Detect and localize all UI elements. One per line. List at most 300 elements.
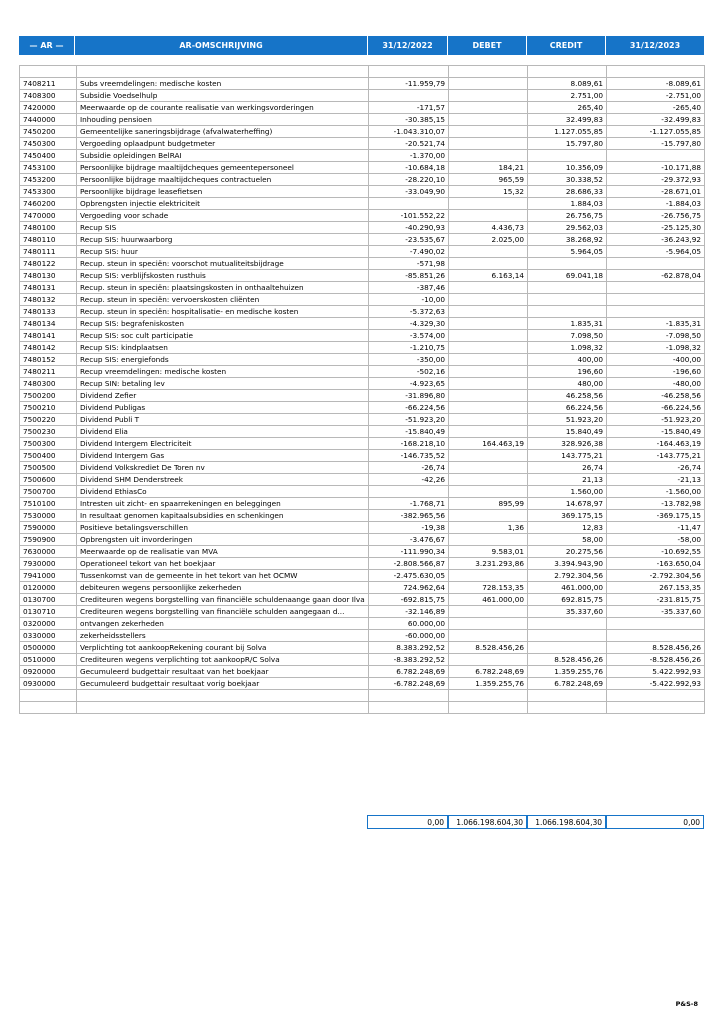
value-2022-cell: -10,00: [369, 293, 449, 305]
table-row: [20, 689, 705, 701]
value-2022-cell: -31.896,80: [369, 389, 449, 401]
value-2022-cell: -387,46: [369, 281, 449, 293]
value-2023-cell: -1.560,00: [607, 485, 705, 497]
credit-cell: [528, 66, 607, 78]
value-2023-cell: [607, 629, 705, 641]
account-code-cell: 7941000: [20, 569, 77, 581]
description-cell: Opbrengsten injectie elektriciteit: [77, 197, 369, 209]
credit-cell: [528, 293, 607, 305]
value-2023-cell: [607, 257, 705, 269]
value-2022-cell: [369, 89, 449, 101]
value-2023-cell: -51.923,20: [607, 413, 705, 425]
table-row: [20, 497, 705, 509]
description-cell: Gemeentelijke saneringsbijdrage (afvalwaterheffing): [77, 125, 369, 137]
credit-cell: 15.797,80: [528, 137, 607, 149]
table-row: [20, 413, 705, 425]
table-row: [20, 341, 705, 353]
credit-cell: 369.175,15: [528, 509, 607, 521]
value-2023-cell: -1.098,32: [607, 341, 705, 353]
account-code-cell: 7480111: [20, 245, 77, 257]
credit-cell: 6.782.248,69: [528, 677, 607, 689]
credit-cell: [528, 617, 607, 629]
value-2022-cell: -8.383.292,52: [369, 653, 449, 665]
value-2023-cell: -62.878,04: [607, 269, 705, 281]
account-code-cell: 0930000: [20, 677, 77, 689]
table-row: [20, 365, 705, 377]
value-2023-cell: -1.884,03: [607, 197, 705, 209]
account-code-cell: 7460200: [20, 197, 77, 209]
credit-cell: 46.258,56: [528, 389, 607, 401]
table-row: [20, 425, 705, 437]
value-2023-cell: [607, 149, 705, 161]
header-ar: — AR —: [19, 36, 75, 55]
account-code-cell: [20, 66, 77, 78]
account-code-cell: 7480134: [20, 317, 77, 329]
credit-cell: 38.268,92: [528, 233, 607, 245]
debet-cell: 461.000,00: [449, 593, 528, 605]
value-2022-cell: 8.383.292,52: [369, 641, 449, 653]
value-2023-cell: -231.815,75: [607, 593, 705, 605]
table-row: [20, 629, 705, 641]
value-2022-cell: -168.218,10: [369, 437, 449, 449]
value-2023-cell: -66.224,56: [607, 401, 705, 413]
debet-cell: [449, 569, 528, 581]
value-2023-cell: -35.337,60: [607, 605, 705, 617]
credit-cell: 69.041,18: [528, 269, 607, 281]
value-2023-cell: -58,00: [607, 533, 705, 545]
account-code-cell: [20, 701, 77, 713]
value-2023-cell: -1.835,31: [607, 317, 705, 329]
credit-cell: 26,74: [528, 461, 607, 473]
account-code-cell: 7590000: [20, 521, 77, 533]
debet-cell: [449, 77, 528, 89]
value-2023-cell: -2.792.304,56: [607, 569, 705, 581]
value-2023-cell: -8.089,61: [607, 77, 705, 89]
description-cell: Recup. steun in speciën: voorschot mutualiteitsbijdrage: [77, 257, 369, 269]
credit-cell: [528, 641, 607, 653]
description-cell: Intresten uit zicht- en spaarrekeningen en beleggingen: [77, 497, 369, 509]
debet-cell: [449, 461, 528, 473]
total-credit: 1.066.198.604,30: [527, 815, 606, 829]
ledger-table: [19, 65, 705, 714]
debet-cell: [449, 629, 528, 641]
account-code-cell: 7480110: [20, 233, 77, 245]
debet-cell: [449, 209, 528, 221]
account-code-cell: 7590900: [20, 533, 77, 545]
debet-cell: 164.463,19: [449, 437, 528, 449]
value-2022-cell: -382.965,56: [369, 509, 449, 521]
debet-cell: [449, 137, 528, 149]
debet-cell: [449, 485, 528, 497]
account-code-cell: 7453300: [20, 185, 77, 197]
description-cell: Verplichting tot aankoopRekening courant bij Solva: [77, 641, 369, 653]
account-code-cell: 7480142: [20, 341, 77, 353]
debet-cell: 184,21: [449, 161, 528, 173]
debet-cell: [449, 701, 528, 713]
value-2023-cell: -10.692,55: [607, 545, 705, 557]
value-2022-cell: -1.768,71: [369, 497, 449, 509]
value-2023-cell: [607, 701, 705, 713]
value-2023-cell: -26.756,75: [607, 209, 705, 221]
description-cell: Recup SIS: verblijfskosten rusthuis: [77, 269, 369, 281]
account-code-cell: 7480130: [20, 269, 77, 281]
value-2023-cell: -265,40: [607, 101, 705, 113]
credit-cell: 5.964,05: [528, 245, 607, 257]
account-code-cell: 7470000: [20, 209, 77, 221]
account-code-cell: 7480211: [20, 365, 77, 377]
debet-cell: [449, 197, 528, 209]
table-row: [20, 245, 705, 257]
value-2022-cell: -4.923,65: [369, 377, 449, 389]
value-2023-cell: -15.797,80: [607, 137, 705, 149]
debet-cell: 6.163,14: [449, 269, 528, 281]
value-2023-cell: -369.175,15: [607, 509, 705, 521]
value-2022-cell: -66.224,56: [369, 401, 449, 413]
value-2023-cell: -8.528.456,26: [607, 653, 705, 665]
value-2022-cell: -30.385,15: [369, 113, 449, 125]
value-2023-cell: -1.127.055,85: [607, 125, 705, 137]
debet-cell: [449, 533, 528, 545]
debet-cell: [449, 689, 528, 701]
value-2023-cell: -5.422.992,93: [607, 677, 705, 689]
table-row: [20, 665, 705, 677]
value-2023-cell: -32.499,83: [607, 113, 705, 125]
description-cell: Inhouding pensioen: [77, 113, 369, 125]
debet-cell: [449, 305, 528, 317]
debet-cell: [449, 257, 528, 269]
description-cell: Vergoeding oplaadpunt budgetmeter: [77, 137, 369, 149]
page-number: P&S-8: [675, 1000, 698, 1008]
table-row: [20, 485, 705, 497]
account-code-cell: 7530000: [20, 509, 77, 521]
account-code-cell: 7453100: [20, 161, 77, 173]
description-cell: Meerwaarde op de courante realisatie van werkingsvorderingen: [77, 101, 369, 113]
description-cell: In resultaat genomen kapitaalsubsidies en schenkingen: [77, 509, 369, 521]
account-code-cell: 7480131: [20, 281, 77, 293]
debet-cell: [449, 66, 528, 78]
description-cell: Vergoeding voor schade: [77, 209, 369, 221]
value-2023-cell: -25.125,30: [607, 221, 705, 233]
value-2023-cell: -5.964,05: [607, 245, 705, 257]
description-cell: Positieve betalingsverschillen: [77, 521, 369, 533]
debet-cell: [449, 413, 528, 425]
value-2022-cell: 6.782.248,69: [369, 665, 449, 677]
table-row: [20, 581, 705, 593]
debet-cell: [449, 377, 528, 389]
debet-cell: [449, 89, 528, 101]
value-2022-cell: [369, 701, 449, 713]
table-row: [20, 449, 705, 461]
credit-cell: 51.923,20: [528, 413, 607, 425]
table-row: [20, 197, 705, 209]
account-code-cell: 7480132: [20, 293, 77, 305]
description-cell: Crediteuren wegens borgstelling van financiële schulden aangegaan d...: [77, 605, 369, 617]
debet-cell: [449, 101, 528, 113]
value-2023-cell: -11,47: [607, 521, 705, 533]
credit-cell: 265,40: [528, 101, 607, 113]
account-code-cell: 7500210: [20, 401, 77, 413]
credit-cell: [528, 689, 607, 701]
debet-cell: [449, 449, 528, 461]
value-2022-cell: 60.000,00: [369, 617, 449, 629]
total-2022: 0,00: [367, 815, 448, 829]
account-code-cell: 0320000: [20, 617, 77, 629]
debet-cell: 9.583,01: [449, 545, 528, 557]
credit-cell: [528, 629, 607, 641]
debet-cell: 8.528.456,26: [449, 641, 528, 653]
table-row: [20, 533, 705, 545]
table-row: [20, 521, 705, 533]
credit-cell: 1.835,31: [528, 317, 607, 329]
account-code-cell: 7480300: [20, 377, 77, 389]
description-cell: Dividend EthiasCo: [77, 485, 369, 497]
credit-cell: 1.560,00: [528, 485, 607, 497]
table-row: [20, 557, 705, 569]
value-2023-cell: -21,13: [607, 473, 705, 485]
description-cell: Recup SIS: huurwaarborg: [77, 233, 369, 245]
table-row: [20, 317, 705, 329]
value-2023-cell: -29.372,93: [607, 173, 705, 185]
value-2023-cell: -7.098,50: [607, 329, 705, 341]
table-row: [20, 437, 705, 449]
description-cell: Recup. steun in speciën: vervoerskosten cliënten: [77, 293, 369, 305]
table-row: [20, 653, 705, 665]
credit-cell: 20.275,56: [528, 545, 607, 557]
value-2023-cell: -15.840,49: [607, 425, 705, 437]
table-row: [20, 233, 705, 245]
description-cell: Crediteuren wegens verplichting tot aankoopR/C Solva: [77, 653, 369, 665]
debet-cell: 15,32: [449, 185, 528, 197]
account-code-cell: 7500500: [20, 461, 77, 473]
description-cell: Crediteuren wegens borgstelling van financiële schuldenaange gaan door Ilva: [77, 593, 369, 605]
description-cell: Meerwaarde op de realisatie van MVA: [77, 545, 369, 557]
table-row: [20, 185, 705, 197]
credit-cell: 26.756,75: [528, 209, 607, 221]
account-code-cell: 7408300: [20, 89, 77, 101]
value-2023-cell: -28.671,01: [607, 185, 705, 197]
description-cell: Recup SIS: [77, 221, 369, 233]
account-code-cell: 0510000: [20, 653, 77, 665]
value-2023-cell: [607, 305, 705, 317]
account-code-cell: 7453200: [20, 173, 77, 185]
table-row: [20, 113, 705, 125]
description-cell: Dividend Intergem Gas: [77, 449, 369, 461]
account-code-cell: 7630000: [20, 545, 77, 557]
account-code-cell: 7420000: [20, 101, 77, 113]
account-code-cell: 7500200: [20, 389, 77, 401]
totals-row: [367, 815, 704, 829]
table-row: [20, 377, 705, 389]
credit-cell: [528, 149, 607, 161]
debet-cell: 2.025,00: [449, 233, 528, 245]
table-row: [20, 641, 705, 653]
credit-cell: [528, 281, 607, 293]
description-cell: Dividend Elia: [77, 425, 369, 437]
description-cell: Persoonlijke bijdrage leasefietsen: [77, 185, 369, 197]
description-cell: Recup. steun in speciën: hospitalisatie- en medische kosten: [77, 305, 369, 317]
debet-cell: [449, 425, 528, 437]
description-cell: ontvangen zekerheden: [77, 617, 369, 629]
value-2023-cell: -164.463,19: [607, 437, 705, 449]
value-2023-cell: -2.751,00: [607, 89, 705, 101]
debet-cell: [449, 605, 528, 617]
account-code-cell: 0500000: [20, 641, 77, 653]
value-2022-cell: -60.000,00: [369, 629, 449, 641]
credit-cell: 35.337,60: [528, 605, 607, 617]
description-cell: Recup SIS: huur: [77, 245, 369, 257]
value-2022-cell: [369, 197, 449, 209]
value-2023-cell: -10.171,88: [607, 161, 705, 173]
value-2023-cell: -46.258,56: [607, 389, 705, 401]
value-2022-cell: -11.959,79: [369, 77, 449, 89]
account-code-cell: 7500400: [20, 449, 77, 461]
description-cell: Recup. steun in speciën: plaatsingskosten in onthaaltehuizen: [77, 281, 369, 293]
value-2022-cell: -1.210,75: [369, 341, 449, 353]
ledger-body: [20, 66, 705, 714]
value-2022-cell: -171,57: [369, 101, 449, 113]
credit-cell: 1.098,32: [528, 341, 607, 353]
debet-cell: [449, 353, 528, 365]
table-row: [20, 605, 705, 617]
table-header: [19, 36, 704, 55]
description-cell: Recup SIS: begrafeniskosten: [77, 317, 369, 329]
credit-cell: 2.751,00: [528, 89, 607, 101]
credit-cell: 66.224,56: [528, 401, 607, 413]
value-2022-cell: -20.521,74: [369, 137, 449, 149]
value-2022-cell: -3.574,00: [369, 329, 449, 341]
account-code-cell: 7440000: [20, 113, 77, 125]
debet-cell: [449, 293, 528, 305]
value-2022-cell: -4.329,30: [369, 317, 449, 329]
account-code-cell: 7500220: [20, 413, 77, 425]
value-2022-cell: -350,00: [369, 353, 449, 365]
description-cell: [77, 701, 369, 713]
description-cell: Dividend SHM Denderstreek: [77, 473, 369, 485]
debet-cell: 728.153,35: [449, 581, 528, 593]
header-omschrijving: AR-OMSCHRIJVING: [75, 36, 368, 55]
credit-cell: 15.840,49: [528, 425, 607, 437]
value-2022-cell: -42,26: [369, 473, 449, 485]
account-code-cell: 7930000: [20, 557, 77, 569]
credit-cell: 3.394.943,90: [528, 557, 607, 569]
account-code-cell: 7408211: [20, 77, 77, 89]
value-2022-cell: -571,98: [369, 257, 449, 269]
table-row: [20, 125, 705, 137]
account-code-cell: 0130700: [20, 593, 77, 605]
credit-cell: 692.815,75: [528, 593, 607, 605]
description-cell: Dividend Volkskrediet De Toren nv: [77, 461, 369, 473]
debet-cell: 1.359.255,76: [449, 677, 528, 689]
table-row: [20, 593, 705, 605]
debet-cell: [449, 113, 528, 125]
credit-cell: 1.884,03: [528, 197, 607, 209]
debet-cell: [449, 365, 528, 377]
table-row: [20, 66, 705, 78]
header-date-2023: 31/12/2023: [606, 36, 704, 55]
credit-cell: 143.775,21: [528, 449, 607, 461]
description-cell: Recup vreemdelingen: medische kosten: [77, 365, 369, 377]
table-row: [20, 293, 705, 305]
credit-cell: 1.127.055,85: [528, 125, 607, 137]
value-2022-cell: -10.684,18: [369, 161, 449, 173]
description-cell: Opbrengsten uit invorderingen: [77, 533, 369, 545]
credit-cell: 30.338,52: [528, 173, 607, 185]
account-code-cell: 7500300: [20, 437, 77, 449]
description-cell: [77, 66, 369, 78]
table-row: [20, 281, 705, 293]
account-code-cell: 0920000: [20, 665, 77, 677]
table-row: [20, 173, 705, 185]
account-code-cell: [20, 689, 77, 701]
value-2022-cell: -32.146,89: [369, 605, 449, 617]
account-code-cell: 7450300: [20, 137, 77, 149]
value-2022-cell: -1.370,00: [369, 149, 449, 161]
credit-cell: [528, 701, 607, 713]
value-2022-cell: -5.372,63: [369, 305, 449, 317]
value-2023-cell: -26,74: [607, 461, 705, 473]
description-cell: Dividend Publigas: [77, 401, 369, 413]
account-code-cell: 7480152: [20, 353, 77, 365]
table-row: [20, 221, 705, 233]
value-2023-cell: [607, 281, 705, 293]
credit-cell: 8.528.456,26: [528, 653, 607, 665]
header-date-2022: 31/12/2022: [368, 36, 448, 55]
value-2022-cell: -502,16: [369, 365, 449, 377]
value-2022-cell: -7.490,02: [369, 245, 449, 257]
value-2022-cell: -26,74: [369, 461, 449, 473]
table-row: [20, 617, 705, 629]
debet-cell: [449, 617, 528, 629]
value-2022-cell: [369, 66, 449, 78]
value-2022-cell: -85.851,26: [369, 269, 449, 281]
debet-cell: 1,36: [449, 521, 528, 533]
credit-cell: [528, 257, 607, 269]
value-2022-cell: -15.840,49: [369, 425, 449, 437]
account-code-cell: 7480133: [20, 305, 77, 317]
table-row: [20, 257, 705, 269]
debet-cell: [449, 281, 528, 293]
credit-cell: 328.926,38: [528, 437, 607, 449]
value-2023-cell: 8.528.456,26: [607, 641, 705, 653]
value-2023-cell: -13.782,98: [607, 497, 705, 509]
debet-cell: 965,59: [449, 173, 528, 185]
total-debet: 1.066.198.604,30: [448, 815, 527, 829]
debet-cell: [449, 329, 528, 341]
table-row: [20, 353, 705, 365]
description-cell: Recup SIS: kindplaatsen: [77, 341, 369, 353]
value-2023-cell: -36.243,92: [607, 233, 705, 245]
account-code-cell: 7480122: [20, 257, 77, 269]
debet-cell: [449, 341, 528, 353]
account-code-cell: 7480100: [20, 221, 77, 233]
description-cell: Dividend Intergem Electriciteit: [77, 437, 369, 449]
value-2022-cell: -19,38: [369, 521, 449, 533]
value-2022-cell: -33.049,90: [369, 185, 449, 197]
value-2022-cell: -28.220,10: [369, 173, 449, 185]
description-cell: Dividend Zefier: [77, 389, 369, 401]
table-row: [20, 569, 705, 581]
debet-cell: [449, 125, 528, 137]
description-cell: Gecumuleerd budgettair resultaat vorig boekjaar: [77, 677, 369, 689]
value-2022-cell: -111.990,34: [369, 545, 449, 557]
value-2022-cell: -146.735,52: [369, 449, 449, 461]
value-2023-cell: -196,60: [607, 365, 705, 377]
description-cell: Tussenkomst van de gemeente in het tekort van het OCMW: [77, 569, 369, 581]
description-cell: Subsidie opleidingen BelRAI: [77, 149, 369, 161]
value-2022-cell: -692.815,75: [369, 593, 449, 605]
table-row: [20, 677, 705, 689]
value-2022-cell: [369, 689, 449, 701]
